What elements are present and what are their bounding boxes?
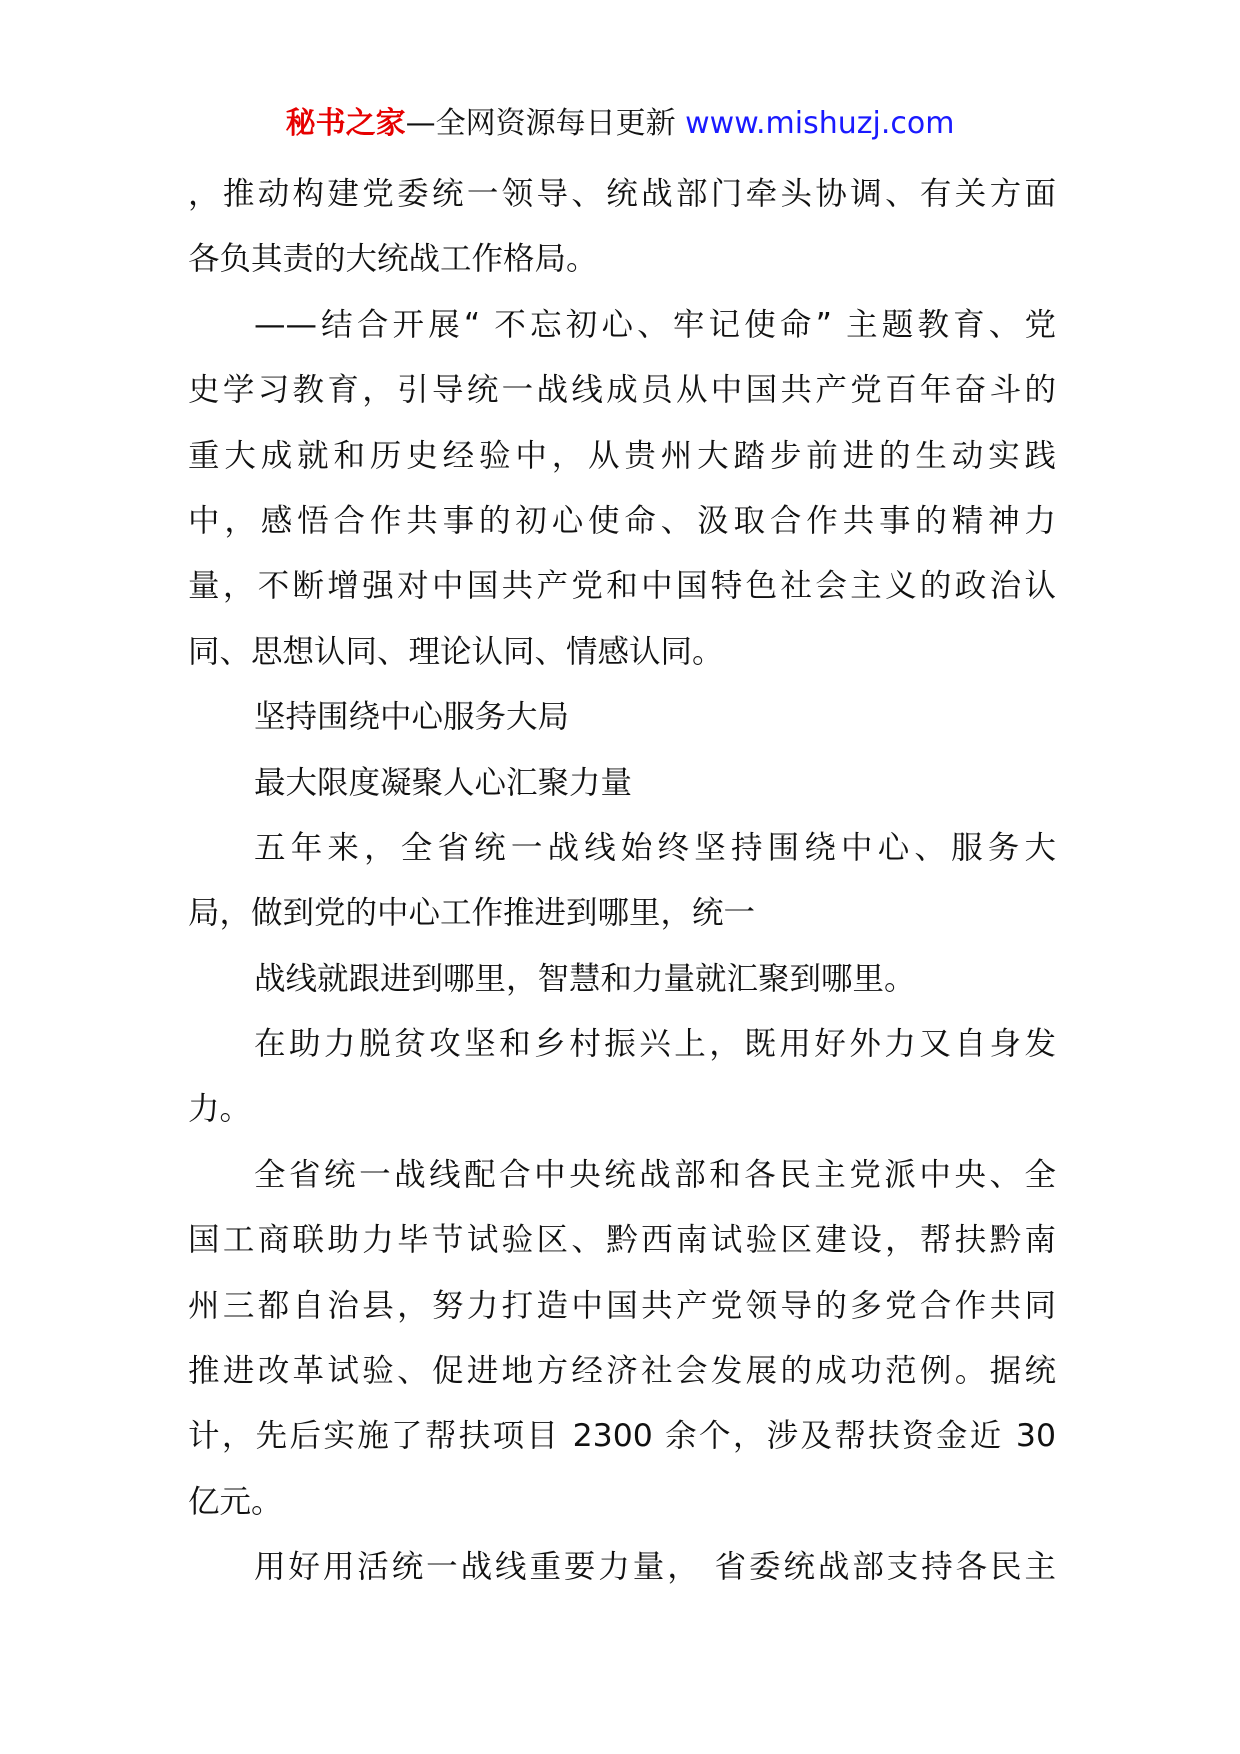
text-line: 国工商联助力毕节试验区、黔西南试验区建设，帮扶黔南 (188, 1222, 1056, 1259)
text-line: 计，先后实施了帮扶项目 2300 余个，涉及帮扶资金近 30 (188, 1418, 1056, 1455)
text-line: 用好用活统一战线重要力量， 省委统战部支持各民主 (254, 1549, 1056, 1586)
document-body (188, 162, 1056, 1601)
text-line: 各负其责的大统战工作格局。 (188, 241, 598, 278)
text-line: ，推动构建党委统一领导、统战部门牵头协调、有关方面 (188, 176, 1056, 212)
text-line: 州三都自治县，努力打造中国共产党领导的多党合作共同 (188, 1287, 1056, 1324)
text-line: 推进改革试验、促进地方经济社会发展的成功范例。据统 (188, 1353, 1056, 1390)
section-subheading: 最大限度凝聚人心汇聚力量 (254, 764, 633, 801)
text-line: 重大成就和历史经验中，从贵州大踏步前进的生动实践 (188, 437, 1056, 474)
text-line: 中，感悟合作共事的初心使命、汲取合作共事的精神力 (188, 502, 1056, 539)
site-tagline: —全网资源每日更新 (405, 106, 676, 141)
site-url-link[interactable]: www.mishuzj.com (685, 106, 955, 141)
site-brand: 秘书之家 (285, 106, 406, 141)
text-line: 同、思想认同、理论认同、情感认同。 (188, 633, 724, 670)
text-line: 全省统一战线配合中央统战部和各民主党派中央、全 (254, 1156, 1056, 1193)
text-line: 在助力脱贫攻坚和乡村振兴上，既用好外力又自身发 (254, 1026, 1056, 1063)
section-heading: 坚持围绕中心服务大局 (254, 699, 570, 736)
text-line: ——结合开展“ 不忘初心、牢记使命” 主题教育、党 (254, 306, 1056, 343)
text-line: 量，不断增强对中国共产党和中国特色社会主义的政治认 (188, 568, 1056, 605)
text-line: 局，做到党的中心工作推进到哪里，统一 (188, 895, 756, 932)
text-line: 史学习教育，引导统一战线成员从中国共产党百年奋斗的 (188, 372, 1056, 409)
text-line: 战线就跟进到哪里，智慧和力量就汇聚到哪里。 (254, 960, 916, 997)
text-line: 亿元。 (188, 1483, 283, 1520)
text-line: 力。 (188, 1091, 252, 1128)
site-header (0, 104, 1240, 144)
text-line: 五年来，全省统一战线始终坚持围绕中心、服务大 (254, 829, 1056, 866)
